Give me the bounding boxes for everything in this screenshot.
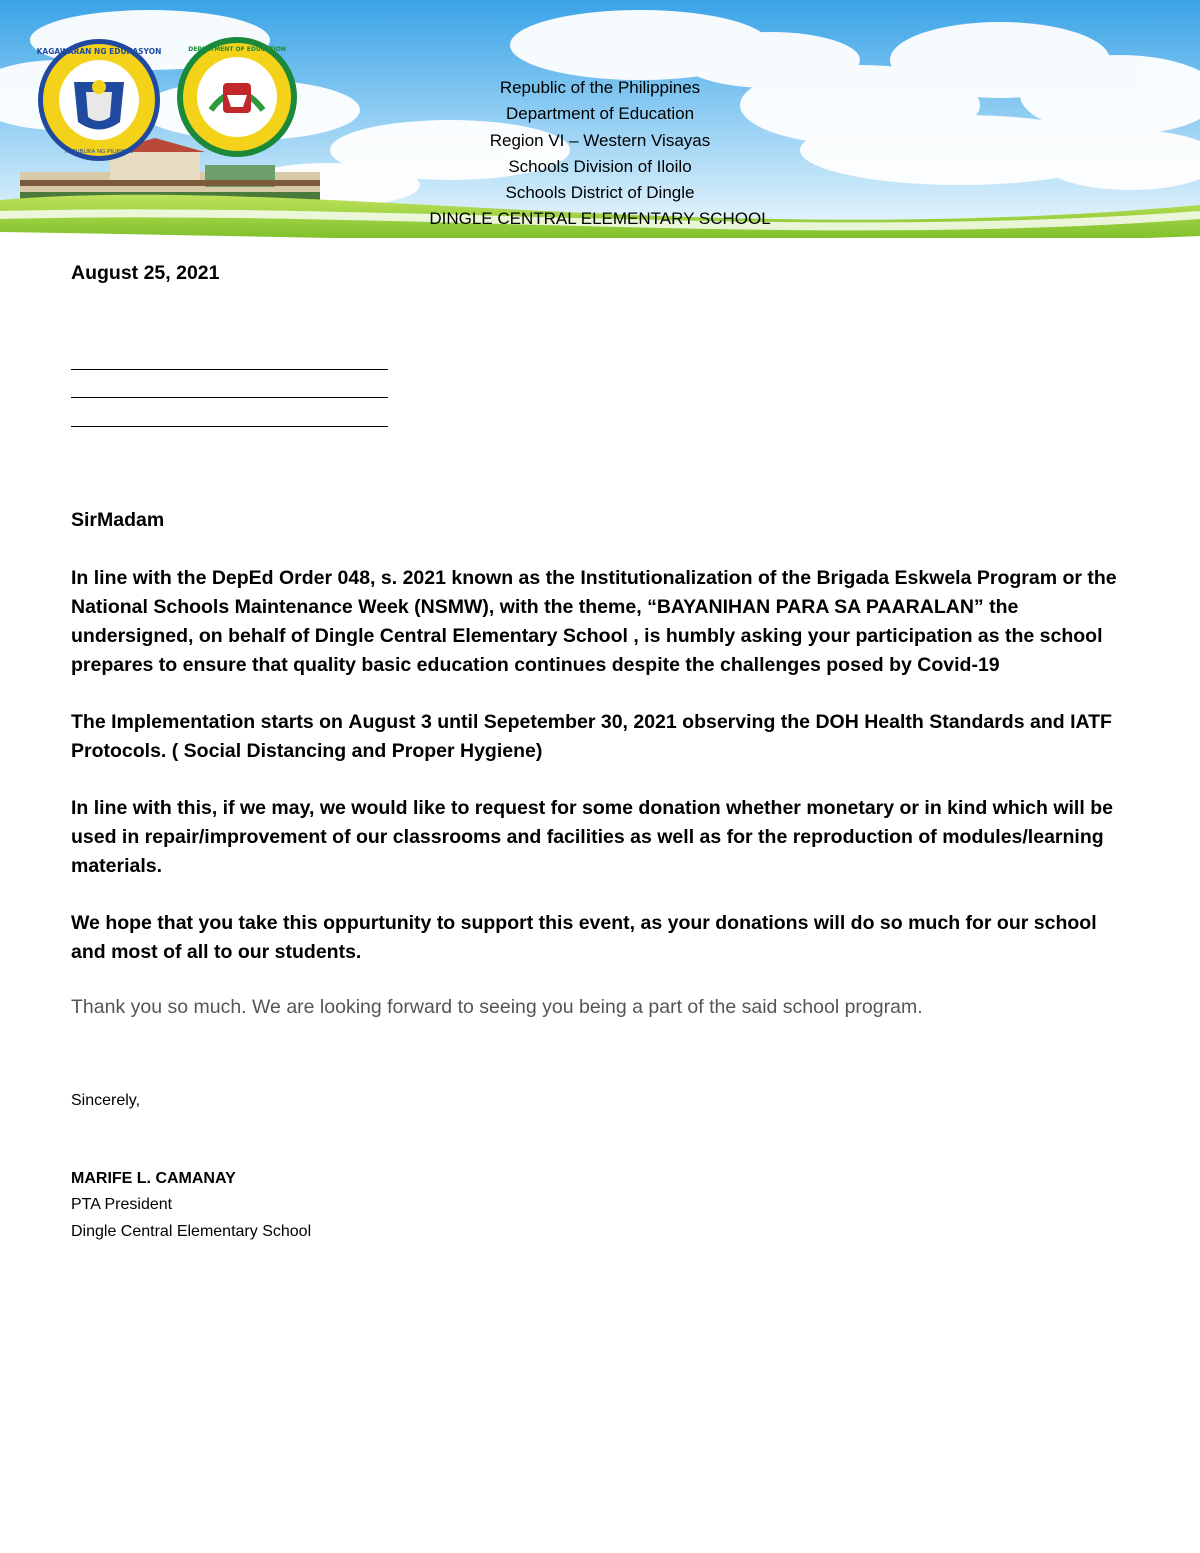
theme: “BAYANIHAN PARA SA PAARALAN”	[647, 596, 984, 618]
header-line-3: Region VI – Western Visayas	[489, 130, 711, 150]
signatory-title: PTA President	[71, 1196, 173, 1213]
header-line-5: Schools District of Dingle	[505, 183, 695, 203]
signatory-name: MARIFE L. CAMANAY	[71, 1170, 236, 1187]
letterhead	[0, 75, 1200, 233]
svg-text:REPUBLIKA NG PILIPINAS: REPUBLIKA NG PILIPINAS	[64, 149, 134, 155]
thanks-line: Thank you so much. We are looking forward to seeing you being a part of the said school program.	[71, 996, 923, 1018]
paragraph-2: The Implementation starts on August 3 until Sepetember 30, 2021 observing the DOH Health Standards and IATF Protocols. ( Social Distancing and Proper Hygiene)	[71, 711, 1112, 762]
signatory-org: Dingle Central Elementary School	[71, 1223, 312, 1240]
letter-date: August 25, 2021	[71, 262, 220, 284]
paragraph-1: In line with the DepEd Order 048, s. 2021 known as the Institutionalization of the Brigada Eskwela Program or the National Schools Maintenance Week (NSMW), with the theme, “BAYANIHAN PARA SA PAARALAN” the undersigned, on behalf of Dingle Central Elementary School , is humbly asking your participation as the school prepares to ensure that quality basic education continues despite the challenges posed by Covid-19	[71, 567, 1117, 676]
header-line-1: Republic of the Philippines	[499, 78, 701, 97]
header-line-6: DINGLE CENTRAL ELEMENTARY SCHOOL	[429, 209, 771, 229]
svg-text:KAGAWARAN NG EDUKASYON: KAGAWARAN NG EDUKASYON	[36, 47, 162, 56]
address-blank-line-2	[71, 397, 388, 398]
end-date: Sepetember 30, 2021	[483, 711, 677, 733]
salutation: SirMadam	[71, 509, 165, 531]
header-line-4: Schools Division of Iloilo	[508, 156, 692, 176]
address-blank-line-1	[71, 369, 388, 370]
address-blank-line-3	[71, 426, 388, 427]
paragraph-3: In line with this, if we may, we would like to request for some donation whether monetary or in kind which will be used in repair/improvement of our classrooms and facilities as well as for the reproduction of modules/learning materials.	[71, 797, 1113, 877]
header-line-2: Department of Education	[505, 104, 695, 124]
svg-text:DEPARTMENT OF EDUCATION: DEPARTMENT OF EDUCATION	[188, 46, 286, 53]
closing: Sincerely,	[71, 1092, 141, 1109]
paragraph-4: We hope that you take this oppurtunity to support this event, as your donations will do so much for our school and most of all to our students.	[71, 912, 1097, 963]
start-date: August 3	[348, 711, 432, 733]
